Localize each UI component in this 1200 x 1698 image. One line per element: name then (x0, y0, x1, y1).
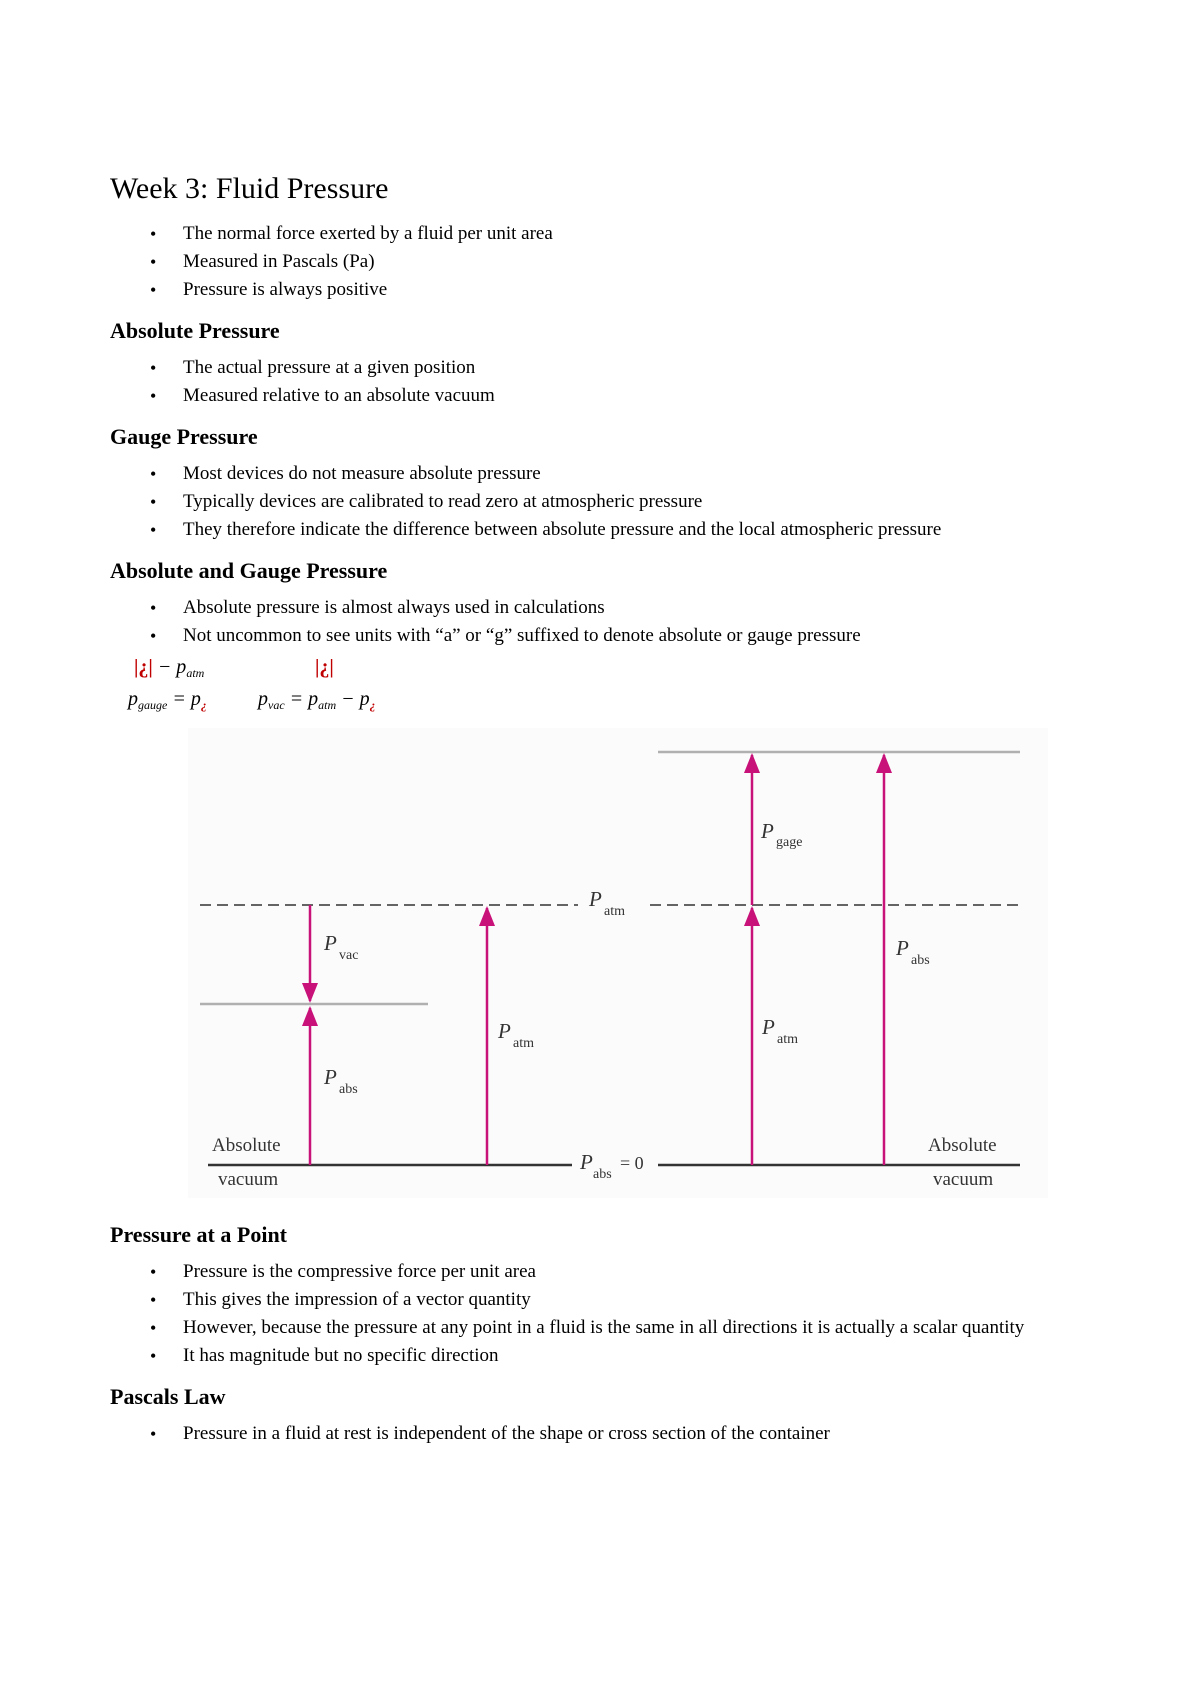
p-atm-center-sub: atm (604, 904, 625, 919)
list-item: • Absolute pressure is almost always used in calculations (110, 594, 1110, 622)
p-atm-right-sub: atm (777, 1032, 798, 1047)
p-abs-left-sub: abs (339, 1082, 358, 1097)
absolute-vacuum-right-line1: Absolute (928, 1135, 997, 1156)
absolute-list (110, 354, 1110, 410)
page-title: Week 3: Fluid Pressure (110, 172, 389, 205)
formula-error-mark: |¿| (315, 656, 334, 678)
pressure-diagram (110, 728, 1110, 1208)
list-item: • Measured relative to an absolute vacuum (110, 382, 1110, 410)
p-atm-mid-label: P (498, 1019, 511, 1043)
formula-error-mark: |¿| (134, 656, 153, 678)
absolute-vacuum-left-line2: vacuum (218, 1169, 279, 1190)
abs-gauge-list (110, 594, 1110, 650)
heading-gauge-pressure: Gauge Pressure (110, 424, 258, 449)
formula-block (110, 656, 1110, 726)
heading-pascals-law: Pascals Law (110, 1384, 226, 1409)
list-item: • Not uncommon to see units with “a” or “g” suffixed to denote absolute or gauge pressure (110, 622, 1110, 650)
heading-pressure-at-a-point: Pressure at a Point (110, 1222, 287, 1247)
point-list (110, 1258, 1110, 1370)
list-item: • The normal force exerted by a fluid per unit area (110, 220, 1110, 248)
list-item: • Pressure is always positive (110, 276, 1110, 304)
formula-vac-top (315, 656, 334, 679)
list-item: • However, because the pressure at any point in a fluid is the same in all directions it is actually a scalar quantity (110, 1314, 1110, 1342)
list-item: • Pressure is the compressive force per unit area (110, 1258, 1110, 1286)
p-abs-right-label: P (896, 936, 909, 960)
p-vac-sub: vac (339, 948, 359, 963)
intro-list (110, 220, 1110, 304)
gauge-list (110, 460, 1110, 544)
document-content (110, 168, 1110, 1448)
list-item: • Most devices do not measure absolute pressure (110, 460, 1110, 488)
p-abs-zero-eq: = 0 (620, 1153, 644, 1173)
p-abs-zero-sub: abs (593, 1167, 612, 1182)
list-item: • Pressure in a fluid at rest is independent of the shape or cross section of the container (110, 1420, 1110, 1448)
formula-vac: $p_{vac} = p_{atm} - p_¿$ (258, 688, 376, 712)
heading-absolute-pressure: Absolute Pressure (110, 318, 280, 343)
heading-absolute-and-gauge: Absolute and Gauge Pressure (110, 558, 388, 583)
p-abs-left-label: P (324, 1065, 337, 1089)
list-item: • It has magnitude but no specific direction (110, 1342, 1110, 1370)
list-item: • The actual pressure at a given position (110, 354, 1110, 382)
pascal-list (110, 1420, 1110, 1448)
formula-gauge: $p_{gauge} = p_¿$ (128, 688, 207, 712)
list-item: • Typically devices are calibrated to read zero at atmospheric pressure (110, 488, 1110, 516)
absolute-vacuum-left-line1: Absolute (212, 1135, 281, 1156)
p-atm-center-label: P (589, 887, 602, 911)
p-atm-mid-sub: atm (513, 1036, 534, 1051)
list-item: • They therefore indicate the difference between absolute pressure and the local atmospheric pressure (110, 516, 1110, 544)
absolute-vacuum-right-line2: vacuum (933, 1169, 994, 1190)
list-item: • Measured in Pascals (Pa) (110, 248, 1110, 276)
list-item: • This gives the impression of a vector quantity (110, 1286, 1110, 1314)
p-atm-right-label: P (762, 1015, 775, 1039)
p-gage-label: P (761, 819, 774, 843)
formula-gauge-top: |¿| − $p_{atm}$ (134, 656, 205, 680)
p-vac-label: P (324, 931, 337, 955)
p-gage-sub: gage (776, 835, 803, 850)
p-abs-right-sub: abs (911, 953, 930, 968)
pressure-diagram-svg (110, 728, 1110, 1208)
p-abs-zero-label: P (580, 1150, 593, 1174)
